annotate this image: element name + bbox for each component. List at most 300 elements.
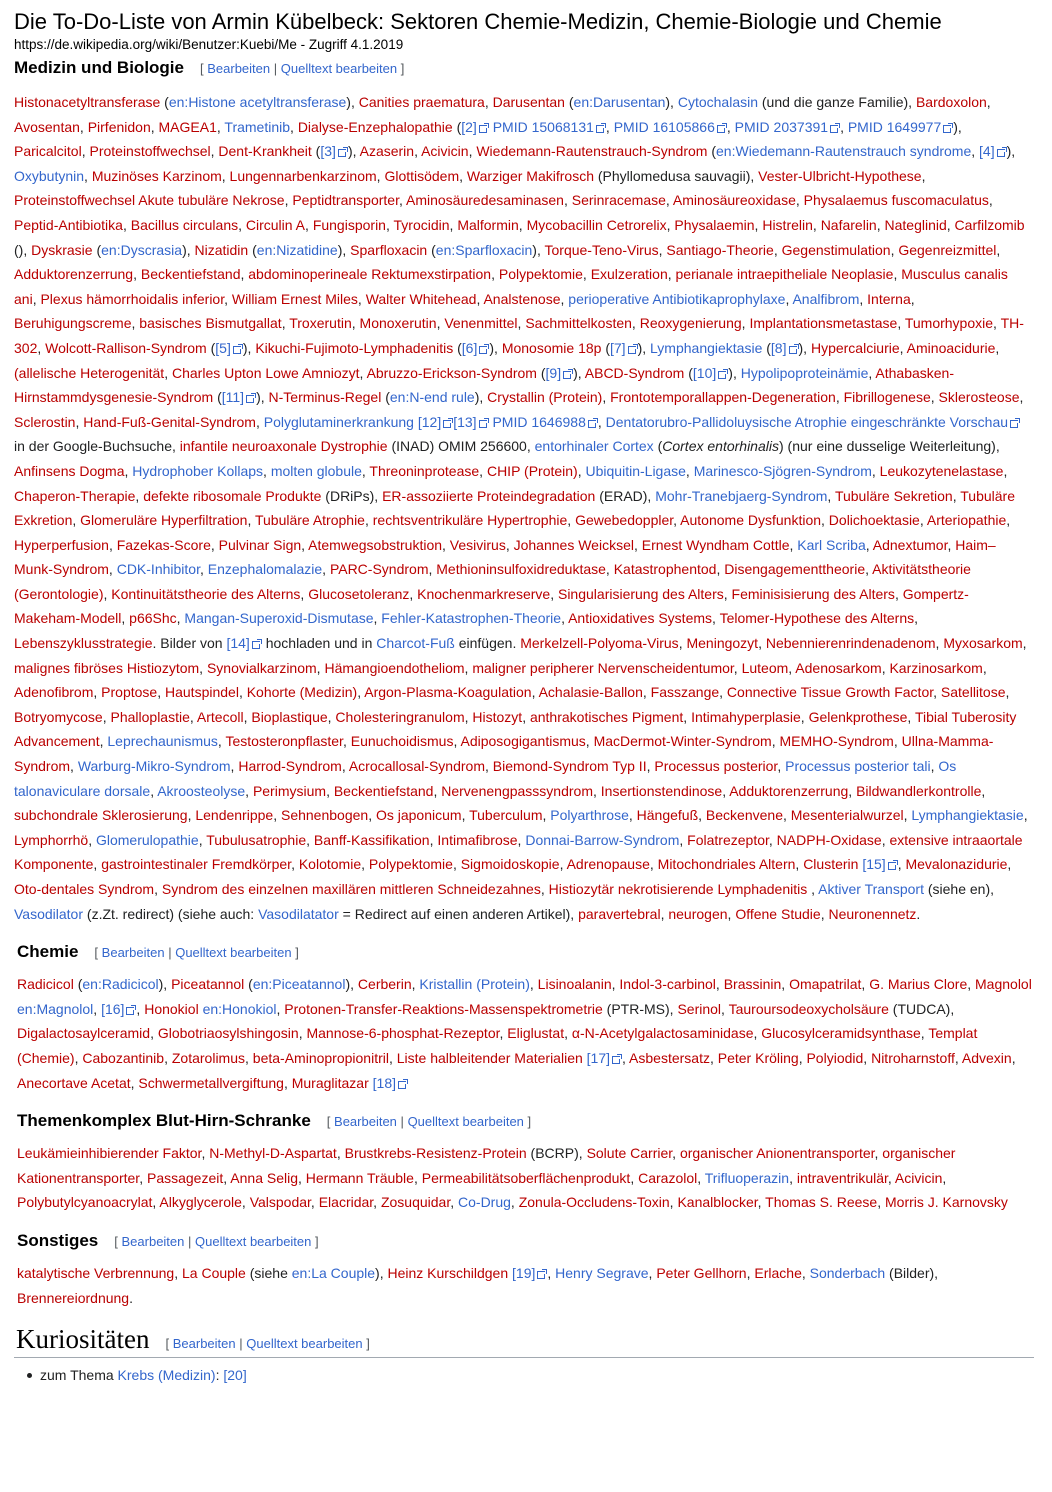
red-wiki-link[interactable]: Zosuquidar [380,1194,451,1211]
red-wiki-link[interactable]: Implantationsmetastase [749,315,898,332]
external-link[interactable]: PMID 1646988 [492,414,597,430]
edit-source-link[interactable]: Quelltext bearbeiten [280,61,398,76]
external-link[interactable]: eingeschränkte Vorschau [851,414,1020,430]
red-wiki-link[interactable]: Offene Studie [735,905,821,922]
external-link[interactable]: [10] [693,365,728,381]
wiki-link[interactable]: Donnai-Barrow-Syndrom [525,831,680,848]
red-wiki-link[interactable]: Satellitose [940,684,1006,701]
red-wiki-link[interactable]: Botryomycose [14,708,103,725]
red-wiki-link[interactable]: TH-302 [14,315,1024,356]
red-wiki-link[interactable]: Chaperon-Therapie [14,487,136,504]
red-wiki-link[interactable]: Venenmittel [444,315,518,332]
external-link[interactable]: [5] [215,340,243,356]
red-wiki-link[interactable]: Piceatannol [171,976,245,993]
red-wiki-link[interactable]: Nebennierenrindenadenom [765,635,936,652]
red-wiki-link[interactable]: Arteriopathie [926,512,1007,529]
red-wiki-link[interactable]: Adnextumor [872,536,948,553]
red-wiki-link[interactable]: Insertionstendinose [600,782,723,799]
red-wiki-link[interactable]: Histiozytär nekrotisierende Lymphadenitis [548,881,808,897]
wiki-link[interactable]: Hydrophober Kollaps [132,462,264,479]
wiki-link[interactable]: en:Honokiol [202,1000,277,1017]
red-wiki-link[interactable]: Syndrom des einzelnen maxillären mittleren Schneidezahnes [161,881,541,897]
wiki-link[interactable]: en:Radicicol [82,976,159,993]
edit-link[interactable]: Bearbeiten [334,1114,397,1130]
red-wiki-link[interactable]: Omapatrilat [789,976,862,993]
red-wiki-link[interactable]: ABCD-Syndrom [584,364,685,381]
red-wiki-link[interactable]: Warziger Makifrosch [466,167,594,184]
wiki-link[interactable]: CDK-Inhibitor [116,561,200,578]
red-wiki-link[interactable]: Magnolol [975,976,1032,993]
red-wiki-link[interactable]: Malformin [457,216,519,233]
wiki-link[interactable]: Hypolipoproteinämie [740,364,869,381]
red-wiki-link[interactable]: Alkyglycerole [159,1194,242,1211]
red-wiki-link[interactable]: Glucosetoleranz [308,585,410,602]
red-wiki-link[interactable]: Methioninsulfoxidreduktase [436,561,606,578]
red-wiki-link[interactable]: Advexin [961,1049,1012,1066]
red-wiki-link[interactable]: Solute Carrier [586,1145,673,1162]
red-wiki-link[interactable]: Connective Tissue Growth Factor [726,684,934,701]
wiki-link[interactable]: entorhinaler Cortex [534,438,654,455]
edit-source-link[interactable]: Quelltext bearbeiten [407,1114,524,1130]
external-link[interactable]: [6] [462,340,490,356]
red-wiki-link[interactable]: Sclerostin [14,413,76,430]
wiki-link[interactable]: Akroosteolyse [157,782,246,799]
red-wiki-link[interactable]: Intimafibrose [437,831,518,848]
red-wiki-link[interactable]: Athabasken-Hirnstammdysgenesie-Syndrom [14,364,954,406]
red-wiki-link[interactable]: Peptid-Antibiotika [14,216,123,233]
red-wiki-link[interactable]: intraventrikulär [796,1169,888,1186]
red-wiki-link[interactable]: Ernest Wyndham Cottle [641,536,790,553]
red-wiki-link[interactable]: Luteom [741,659,789,676]
red-wiki-link[interactable]: Singularisierung des Alters [557,585,724,602]
red-wiki-link[interactable]: Kikuchi-Fujimoto-Lymphadenitis [255,339,454,356]
red-wiki-link[interactable]: Pulvinar Sign [218,536,302,553]
red-wiki-link[interactable]: Myxosarkom [943,635,1023,652]
red-wiki-link[interactable]: Cabozantinib [82,1049,165,1066]
red-wiki-link[interactable]: Mesenterialwurzel [790,807,904,824]
red-wiki-link[interactable]: Dent-Krankheit [218,143,312,160]
red-wiki-link[interactable]: Biemond-Syndrom Typ II [492,758,647,775]
wiki-link[interactable]: Leprechaunismus [107,733,218,750]
red-wiki-link[interactable]: Histonacetyltransferase [14,94,161,110]
red-wiki-link[interactable]: Charles Upton Lowe [171,364,299,381]
red-wiki-link[interactable]: Fazekas-Score [116,536,211,553]
red-wiki-link[interactable]: Bioplastique [251,708,328,725]
red-wiki-link[interactable]: Torque-Teno-Virus [544,241,659,258]
reference-link[interactable]: [20] [223,1367,247,1384]
red-wiki-link[interactable]: Darusentan [492,94,565,110]
red-wiki-link[interactable]: Tyrocidin [393,216,450,233]
wiki-link[interactable]: Warburg-Mikro-Syndrom [77,758,231,775]
red-wiki-link[interactable]: Serinracemase [571,192,666,209]
wiki-link[interactable]: Karl Scriba [797,536,866,553]
wiki-link[interactable]: Dentatorubro-Pallidoluysische Atrophie [605,413,847,430]
red-wiki-link[interactable]: Lebenszyklusstrategie [14,635,153,652]
red-wiki-link[interactable]: Perimysium [252,782,327,799]
red-wiki-link[interactable]: Artecoll [196,708,244,725]
red-wiki-link[interactable]: Avosentan [14,118,80,135]
red-wiki-link[interactable]: Peter Kröling [717,1049,799,1066]
red-wiki-link[interactable]: Atemwegsobstruktion [308,536,443,553]
red-wiki-link[interactable]: Feminisisierung des Alters [731,585,895,602]
red-wiki-link[interactable]: Sklerosteose [938,389,1020,406]
red-wiki-link[interactable]: Glottisödem [384,167,460,184]
red-wiki-link[interactable]: Eliglustat [507,1025,565,1042]
red-wiki-link[interactable]: Proteinstoffwechsel Akute tubuläre Nekrose [14,192,285,209]
external-link[interactable]: [15] [862,856,897,872]
external-link[interactable]: [2] [461,119,489,135]
red-wiki-link[interactable]: Tubuläre Sekretion [834,487,953,504]
red-wiki-link[interactable]: perianale intraepitheliale Neoplasie [675,266,894,283]
red-wiki-link[interactable]: Wiedemann-Rautenstrauch-Syndrom [476,143,708,160]
red-wiki-link[interactable]: MacDermot-Winter-Syndrom [593,733,772,750]
wiki-link[interactable]: en:Nizatidine [256,241,338,258]
red-wiki-link[interactable]: Indol-3-carbinol [619,976,716,993]
red-wiki-link[interactable]: Lendenrippe [195,807,274,824]
red-wiki-link[interactable]: Hermann Träuble [305,1169,414,1186]
red-wiki-link[interactable]: Fungisporin [312,216,386,233]
red-wiki-link[interactable]: Antioxidatives Systems [568,610,713,627]
red-wiki-link[interactable]: Leukozytenelastase [879,462,1004,479]
red-wiki-link[interactable]: La Couple [182,1264,246,1281]
red-wiki-link[interactable]: Bildwandlerkontrolle [856,782,982,799]
red-wiki-link[interactable]: α-N-Acetylgalactosaminidase [571,1025,754,1042]
red-wiki-link[interactable]: Testosteronpflaster [225,733,343,750]
red-wiki-link[interactable]: Interna [867,290,911,307]
red-wiki-link[interactable]: p66Shc [129,610,177,627]
red-wiki-link[interactable]: N-Methyl-D-Aspartat [209,1145,337,1162]
red-wiki-link[interactable]: Hyperperfusion [14,536,109,553]
edit-link[interactable]: Bearbeiten [101,945,165,961]
red-wiki-link[interactable]: MAGEA1 [158,118,217,135]
red-wiki-link[interactable]: Physalaemus fuscomaculatus [803,192,989,209]
red-wiki-link[interactable]: Amniozyt [301,364,360,381]
red-wiki-link[interactable]: Liste halbleitender Materialien [396,1049,583,1066]
red-wiki-link[interactable]: subchondrale Sklerosierung [14,807,188,824]
red-wiki-link[interactable]: Aminosäureoxidase [672,192,796,209]
red-wiki-link[interactable]: Pirfenidon [87,118,151,135]
red-wiki-link[interactable]: Bardoxolon [915,94,987,110]
red-wiki-link[interactable]: PARC-Syndrom [329,561,429,578]
red-wiki-link[interactable]: Carfilzomib [954,216,1025,233]
red-wiki-link[interactable]: Permeabilitätsoberflächenprodukt [421,1169,631,1186]
red-wiki-link[interactable]: Adenosarkom [795,659,882,676]
red-wiki-link[interactable]: Exulzeration [590,266,668,283]
red-wiki-link[interactable]: anthrakotisches Pigment [529,708,684,725]
red-wiki-link[interactable]: Beckentiefstand [140,266,241,283]
red-wiki-link[interactable]: Tibial Tuberosity Advancement [14,708,1017,750]
red-wiki-link[interactable]: Proptose [101,684,158,701]
red-wiki-link[interactable]: Azaserin [359,143,415,160]
red-wiki-link[interactable]: gastrointestinaler Fremdkörper [101,856,292,873]
red-wiki-link[interactable]: Nervenengpasssyndrom [441,782,593,799]
red-wiki-link[interactable]: Tauroursodeoxycholsäure [728,1000,889,1017]
red-wiki-link[interactable]: Polypektomie [498,266,583,283]
external-link[interactable]: [11] [222,389,256,405]
edit-source-link[interactable]: Quelltext bearbeiten [246,1336,363,1352]
red-wiki-link[interactable]: Wolcott-Rallison-Syndrom [45,339,207,356]
red-wiki-link[interactable]: Vester-Ulbricht-Hypothese [758,167,922,184]
red-wiki-link[interactable]: Gegenstimulation [781,241,891,258]
red-wiki-link[interactable]: NADPH-Oxidase [776,831,882,848]
wiki-link[interactable]: Trifluoperazin [704,1169,790,1186]
red-wiki-link[interactable]: Analstenose [483,290,561,307]
red-wiki-link[interactable]: Musculus canalis ani [14,266,1008,307]
red-wiki-link[interactable]: Johannes Weicksel [513,536,634,553]
wiki-link[interactable]: Analfibrom [792,290,860,307]
external-link[interactable]: [14] [226,635,261,651]
wiki-link[interactable]: en:N-end rule [389,389,475,406]
red-wiki-link[interactable]: Anna Selig [230,1169,298,1186]
red-wiki-link[interactable]: Adduktorenzerrung [14,266,134,283]
wiki-link[interactable]: Ubiquitin-Ligase [585,462,686,479]
wiki-link[interactable]: Oxybutynin [14,167,85,184]
red-wiki-link[interactable]: Anecortave Acetat [17,1074,131,1091]
external-link[interactable]: [12] [418,414,453,430]
red-wiki-link[interactable]: Lymphorrhö [14,831,89,848]
red-wiki-link[interactable]: Hand-Fuß-Genital-Syndrom [83,413,256,430]
red-wiki-link[interactable]: Clusterin [803,856,859,873]
red-wiki-link[interactable]: CHIP (Protein) [486,462,578,479]
red-wiki-link[interactable]: Adduktorenzerrung [729,782,849,799]
red-wiki-link[interactable]: (allelische Heterogenität [14,364,165,381]
external-link[interactable]: PMID 16105866 [614,119,727,135]
red-wiki-link[interactable]: Adenofibrom [14,684,94,701]
external-link[interactable]: [16] [101,1001,136,1017]
red-wiki-link[interactable]: Paricalcitol [14,143,82,160]
red-wiki-link[interactable]: Os japonicum [375,807,462,824]
external-link[interactable]: PMID 1649977 [848,119,953,135]
red-wiki-link[interactable]: Digalactosaylceramid [17,1025,151,1042]
red-wiki-link[interactable]: Eunuchoidismus [350,733,454,750]
red-wiki-link[interactable]: ER-assoziierte Proteindegradation [382,487,596,504]
red-wiki-link[interactable]: Monoxerutin [359,315,437,332]
red-wiki-link[interactable]: infantile neuroaxonale Dystrophie [179,438,388,455]
red-wiki-link[interactable]: Neuronennetz [828,905,917,922]
red-wiki-link[interactable]: Reoxygenierung [639,315,742,332]
red-wiki-link[interactable]: Gegenreizmittel [898,241,997,258]
wiki-link[interactable]: Mohr-Tranebjaerg-Syndrom [655,487,828,504]
red-wiki-link[interactable]: Mannose-6-phosphat-Rezeptor [306,1025,500,1042]
red-wiki-link[interactable]: Asbestersatz [629,1049,710,1066]
wiki-link[interactable]: Polyglutaminerkrankung [263,413,414,430]
edit-source-link[interactable]: Quelltext bearbeiten [195,1233,312,1249]
red-wiki-link[interactable]: Morris J. Karnovsky [885,1194,1008,1211]
red-wiki-link[interactable]: Mitochondriales Altern [657,856,796,873]
red-wiki-link[interactable]: Gompertz-Makeham-Modell [14,585,969,627]
red-wiki-link[interactable]: extensive intraaortale Komponente [14,831,1023,873]
red-wiki-link[interactable]: Haim–Munk-Syndrom [14,536,996,578]
red-wiki-link[interactable]: Harrod-Syndrom [238,758,342,775]
red-wiki-link[interactable]: Anfinsens Dogma [14,462,125,479]
wiki-link[interactable]: Vasodilator [14,905,84,922]
red-wiki-link[interactable]: Tuberculum [469,807,543,824]
red-wiki-link[interactable]: Erlache [754,1264,802,1281]
red-wiki-link[interactable]: Nafarelin [820,216,877,233]
edit-link[interactable]: Bearbeiten [121,1233,185,1249]
red-wiki-link[interactable]: Intimahyperplasie [691,708,801,725]
red-wiki-link[interactable]: Knochenmarkreserve [417,585,551,602]
red-wiki-link[interactable]: Radicicol [17,976,74,993]
wiki-link[interactable]: Trametinib [224,118,291,135]
red-wiki-link[interactable]: Histozyt [472,708,523,725]
external-link[interactable]: [18] [373,1075,408,1091]
wiki-link[interactable]: en:Sparfloxacin [435,241,533,258]
external-link[interactable]: PMID 15068131 [493,119,606,135]
red-wiki-link[interactable]: Glomeruläre Hyperfiltration [80,512,248,529]
red-wiki-link[interactable]: Adrenopause [566,856,650,873]
wiki-link[interactable]: Polyarthrose [550,807,629,824]
red-wiki-link[interactable]: Elacridar [318,1194,374,1211]
red-wiki-link[interactable]: Globotriaosylshingosin [157,1025,299,1042]
red-wiki-link[interactable]: Beruhigungscreme [14,315,132,332]
red-wiki-link[interactable]: Canities praematura [358,94,485,110]
external-link[interactable]: [7] [610,340,638,356]
wiki-link[interactable]: en:Piceatannol [252,976,346,993]
red-wiki-link[interactable]: Achalasie-Ballon [538,684,643,701]
wiki-link[interactable]: Glomerulopathie [95,831,199,848]
red-wiki-link[interactable]: Vesivirus [449,536,506,553]
wiki-link[interactable]: molten globule [270,462,362,479]
wiki-link[interactable]: Vasodilatator [258,905,339,922]
external-link[interactable]: [9] [546,365,574,381]
external-link[interactable]: [19] [512,1265,547,1281]
red-wiki-link[interactable]: Peptidtransporter [292,192,399,209]
red-wiki-link[interactable]: Sehnenbogen [280,807,369,824]
red-wiki-link[interactable]: Aktivitätstheorie (Gerontologie) [14,561,971,602]
red-wiki-link[interactable]: Kanalblocker [677,1194,758,1211]
red-wiki-link[interactable]: Kolotomie [298,856,362,873]
red-wiki-link[interactable]: Honokiol [144,1000,199,1017]
red-wiki-link[interactable]: Mycobacillin Cetrorelix [526,216,667,233]
wiki-link[interactable]: en:Wiedemann-Rautenstrauch syndrome [716,143,972,160]
edit-link[interactable]: Bearbeiten [207,61,271,76]
red-wiki-link[interactable]: Nateglinid [884,216,947,233]
red-wiki-link[interactable]: Muraglitazar [291,1074,369,1091]
red-wiki-link[interactable]: Dyskrasie [31,241,93,258]
wiki-link[interactable]: Enzephalomalazie [207,561,323,578]
red-wiki-link[interactable]: Acivicin [421,143,469,160]
red-wiki-link[interactable]: Karzinosarkom [889,659,983,676]
red-wiki-link[interactable]: Zotarolimus [171,1049,246,1066]
red-wiki-link[interactable]: Fasszange [650,684,720,701]
red-wiki-link[interactable]: William Ernest Miles [231,290,358,307]
red-wiki-link[interactable]: G. Marius Clore [869,976,968,993]
red-wiki-link[interactable]: Lisinoalanin [537,976,612,993]
red-wiki-link[interactable]: katalytische Verbrennung [17,1264,175,1281]
red-wiki-link[interactable]: Polypektomie [368,856,453,873]
wiki-link[interactable]: Charcot-Fuß [376,635,455,652]
red-wiki-link[interactable]: Frontotemporallappen-Degeneration [610,389,836,406]
red-wiki-link[interactable]: Heinz Kurschildgen [387,1264,509,1281]
red-wiki-link[interactable]: Hämangioendotheliom [324,659,465,676]
red-wiki-link[interactable]: Hypercalciurie [810,339,900,356]
red-wiki-link[interactable]: Adiposogigantismus [460,733,586,750]
red-wiki-link[interactable]: Aminoacidurie [906,339,996,356]
red-wiki-link[interactable]: Brustkrebs-Resistenz-Protein [344,1145,527,1162]
red-wiki-link[interactable]: Oto-dentales Syndrom [14,881,155,897]
wiki-link[interactable]: Lymphangiektasie [911,807,1024,824]
wiki-link[interactable]: Marinesco-Sjögren-Syndrom [693,462,872,479]
red-wiki-link[interactable]: paravertebral [578,905,661,922]
red-wiki-link[interactable]: organischer Kationentransporter [17,1145,956,1186]
red-wiki-link[interactable]: Nitroharnstoff [871,1049,955,1066]
red-wiki-link[interactable]: Circulin A [245,216,306,233]
red-wiki-link[interactable]: (Protein) [548,389,603,406]
red-wiki-link[interactable]: Carazolol [638,1169,698,1186]
red-wiki-link[interactable]: Tubulusatrophie [206,831,307,848]
red-wiki-link[interactable]: Hautspindel [165,684,239,701]
wiki-link[interactable]: Os talonaviculare dorsale [14,758,957,799]
red-wiki-link[interactable]: Processus posterior [654,758,778,775]
red-wiki-link[interactable]: Beckentiefstand [333,782,434,799]
wiki-link[interactable]: en:Darusentan [573,94,666,110]
red-wiki-link[interactable]: Merkelzell-Polyoma-Virus [520,635,679,652]
red-wiki-link[interactable]: Valspodar [249,1194,311,1211]
red-wiki-link[interactable]: Katastrophentod [613,561,717,578]
wiki-link[interactable]: Processus posterior tali [785,758,931,775]
red-wiki-link[interactable]: MEMHO-Syndrom [779,733,894,750]
red-wiki-link[interactable]: Proteinstoffwechsel [89,143,211,160]
red-wiki-link[interactable]: Banff-Kassifikation [313,831,430,848]
red-wiki-link[interactable]: Sachmittelkosten [525,315,632,332]
red-wiki-link[interactable]: Leukämieinhibierender Faktor [17,1145,202,1162]
red-wiki-link[interactable]: Beckenvene [705,807,783,824]
wiki-link[interactable]: Lymphangiektasie [650,339,763,356]
red-wiki-link[interactable]: Walter Whitehead [365,290,477,307]
red-wiki-link[interactable]: Argon-Plasma-Koagulation [364,684,532,701]
red-wiki-link[interactable]: Zonula-Occludens-Toxin [518,1194,670,1211]
red-wiki-link[interactable]: Physalaemin [674,216,755,233]
red-wiki-link[interactable]: Brassinin [723,976,782,993]
red-wiki-link[interactable]: Sparfloxacin [350,241,428,258]
red-wiki-link[interactable]: Aminosäuredesaminasen [405,192,564,209]
external-link[interactable]: [17] [587,1050,622,1066]
red-wiki-link[interactable]: Plexus hämorrhoidalis inferior [40,290,225,307]
wiki-link[interactable]: en:La Couple [291,1264,376,1281]
red-wiki-link[interactable]: Santiago-Theorie [666,241,774,258]
red-wiki-link[interactable]: Schwermetallvergiftung [138,1074,284,1091]
wiki-link[interactable]: Sonderbach [809,1264,886,1281]
edit-link[interactable]: Bearbeiten [172,1336,236,1352]
wiki-link[interactable]: Cytochalasin [677,94,758,110]
red-wiki-link[interactable]: Serinol [677,1000,722,1017]
red-wiki-link[interactable]: Lungennarbenkarzinom [229,167,377,184]
red-wiki-link[interactable]: rechtsventrikuläre Hypertrophie [372,512,568,529]
red-wiki-link[interactable]: Muzinöses Karzinom [91,167,222,184]
red-wiki-link[interactable]: Crystallin [487,389,545,406]
red-wiki-link[interactable]: Abruzzo-Erickson-Syndrom [366,364,537,381]
red-wiki-link[interactable]: Brennereiordnung [17,1289,130,1306]
red-wiki-link[interactable]: Gewebedoppler [575,512,674,529]
red-wiki-link[interactable]: Ullna-Mamma-Syndrom [14,733,994,775]
red-wiki-link[interactable]: Disengagementtheorie [724,561,866,578]
red-wiki-link[interactable]: Cerberin [357,976,412,993]
red-wiki-link[interactable]: Phalloplastie [110,708,190,725]
red-wiki-link[interactable]: Passagezeit [146,1169,224,1186]
red-wiki-link[interactable]: Acrocallosal-Syndrom [348,758,485,775]
red-wiki-link[interactable]: abdominoperineale Rektumexstirpation [248,266,492,283]
external-link[interactable]: [13] [453,414,488,430]
red-wiki-link[interactable]: Histrelin [762,216,813,233]
red-wiki-link[interactable]: Polyiodid [806,1049,864,1066]
red-wiki-link[interactable]: beta-Aminopropionitril [252,1049,389,1066]
red-wiki-link[interactable]: Thomas S. Reese [765,1194,878,1211]
wiki-link[interactable]: en:Histone acetyltransferase [168,94,347,110]
red-wiki-link[interactable]: basisches Bismutgallat [139,315,282,332]
red-wiki-link[interactable]: Glucosylceramidsynthase [761,1025,921,1042]
red-wiki-link[interactable]: Bacillus circulans [130,216,239,233]
